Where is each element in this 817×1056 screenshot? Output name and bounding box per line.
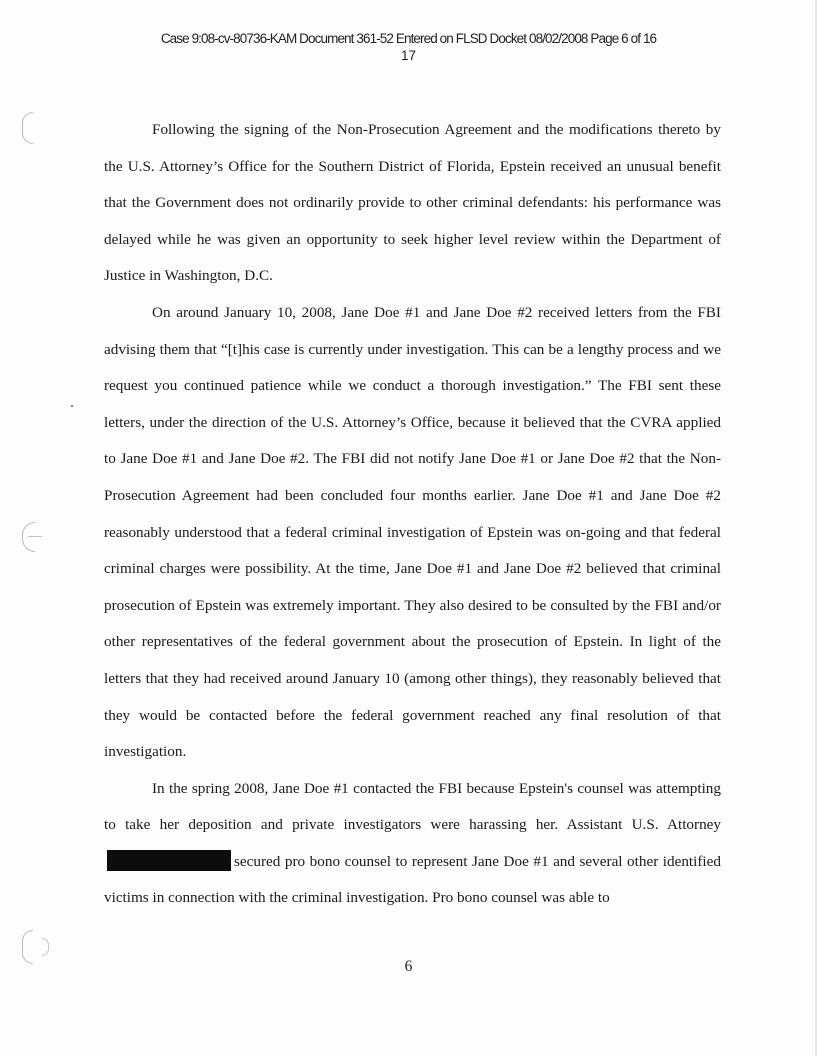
- scan-artifact-mark: [22, 522, 35, 552]
- scan-artifact-dot: [71, 405, 73, 407]
- scan-artifact-mark: [22, 112, 33, 144]
- scan-artifact-mark: [22, 930, 33, 964]
- paragraph-3-text-after: secured pro bono counsel to represent Jane Doe #1 and several other identified victims in connection with the criminal investigation. Pro bono counsel was able to: [104, 852, 721, 907]
- court-filing-header: [0, 30, 817, 64]
- paragraph-3-text-before: In the spring 2008, Jane Doe #1 contacted the FBI because Epstein's counsel was attempting to take her deposition and private investigators were harassing her. Assistant U.S. Attorney: [104, 779, 721, 834]
- paragraph-1: Following the signing of the Non-Prosecution Agreement and the modifications thereto by the U.S. Attorney’s Office for the Southern District of Florida, Epstein received an unusual benefit that the Government does not ordinarily provide to other criminal defendants: his performance was delayed while he was given an opportunity to seek higher level review within the Department of Justice in Washington, D.C.: [104, 121, 721, 285]
- page-number: 6: [404, 958, 413, 975]
- document-body: [104, 112, 721, 917]
- scan-artifact-mark: [42, 938, 49, 956]
- scan-artifact-mark: [28, 536, 42, 537]
- header-page-count: 17: [400, 48, 417, 63]
- case-docket-line: Case 9:08-cv-80736-KAM Document 361-52 Entered on FLSD Docket 08/02/2008 Page 6 of 16: [160, 31, 657, 46]
- redaction-block: [107, 850, 231, 871]
- paragraph-2: On around January 10, 2008, Jane Doe #1 and Jane Doe #2 received letters from the FBI advising them that “[t]his case is currently under investigation. This can be a lengthy process and we request you continued patience while we conduct a thorough investigation.” The FBI sent these letters, under the direction of the U.S. Attorney’s Office, because it believed that the CVRA applied to Jane Doe #1 and Jane Doe #2. The FBI did not notify Jane Doe #1 or Jane Doe #2 that the Non-Prosecution Agreement had been concluded four months earlier. Jane Doe #1 and Jane Doe #2 reasonably understood that a federal criminal investigation of Epstein was on-going and that federal criminal charges were possibility. At the time, Jane Doe #1 and Jane Doe #2 believed that criminal prosecution of Epstein was extremely important. They also desired to be consulted by the FBI and/or other representatives of the federal government about the prosecution of Epstein. In light of the letters that they had received around January 10 (among other things), they reasonably believed that they would be contacted before the federal government reached any final resolution of that investigation.: [104, 303, 721, 761]
- paragraph-3: [104, 771, 721, 917]
